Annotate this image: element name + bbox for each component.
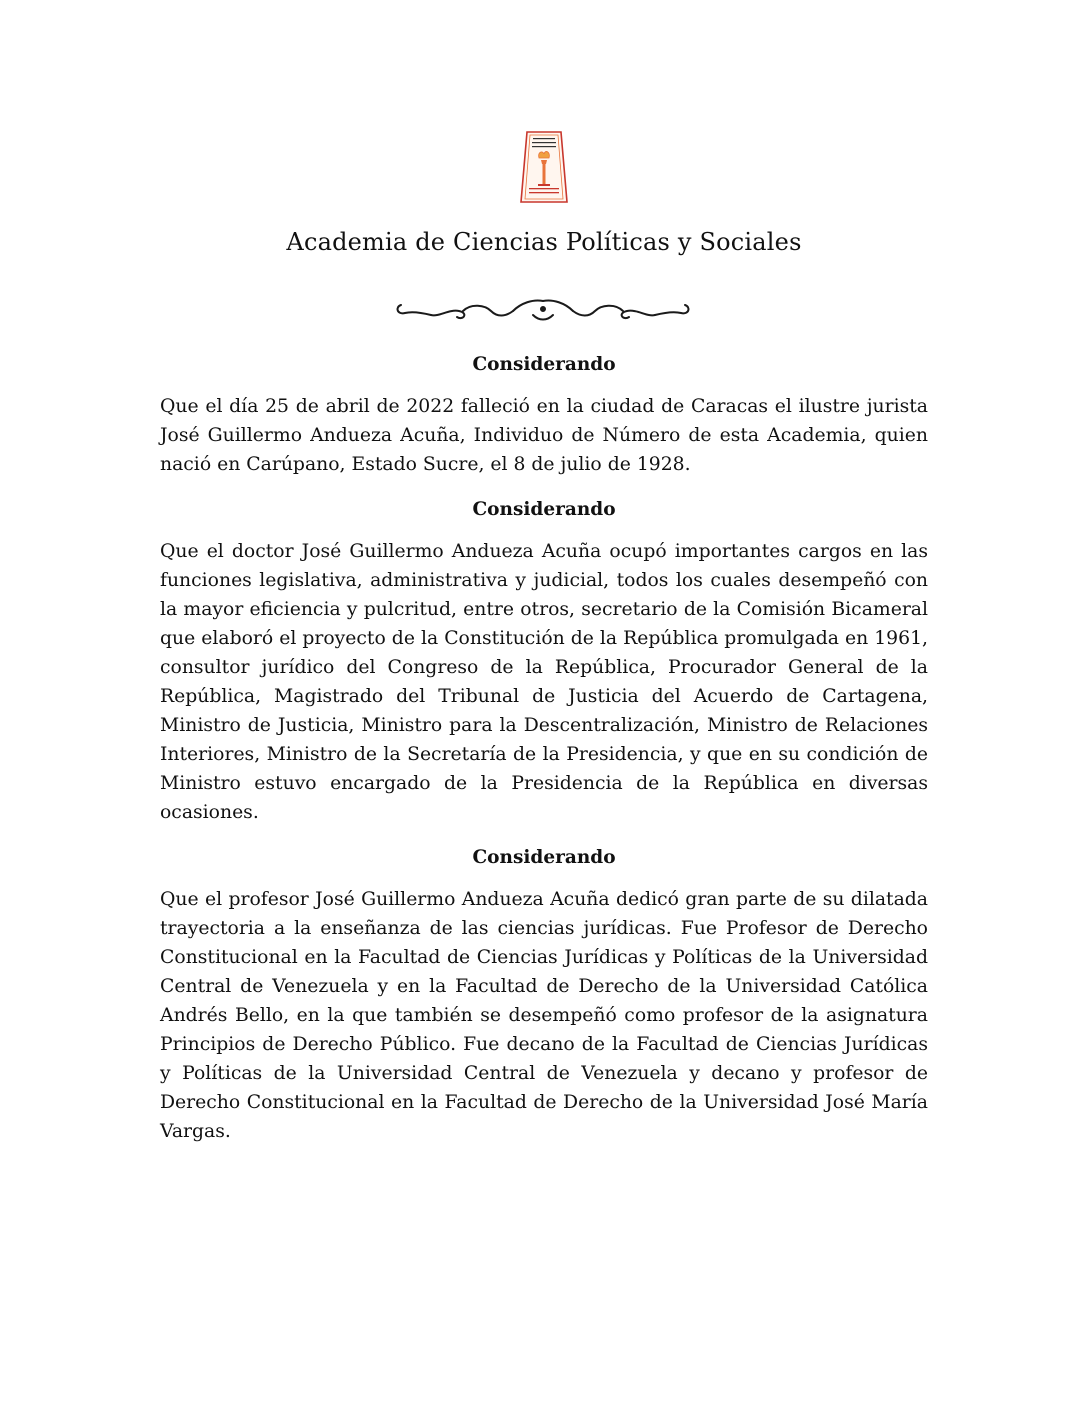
section-heading: Considerando — [472, 354, 616, 375]
section-paragraph: Que el día 25 de abril de 2022 falleció en la ciudad de Caracas el ilustre jurista José Guillermo Andueza Acuña, Individuo de Número de esta Academia, quien nació en Carúpano, Estado Sucre, el 8 de julio de 1928. — [160, 396, 928, 475]
section — [160, 843, 928, 1146]
section-heading: Considerando — [472, 499, 616, 520]
section — [160, 350, 928, 479]
organization-title: Academia de Ciencias Políticas y Sociales — [286, 228, 802, 256]
section — [160, 495, 928, 827]
section-paragraph: Que el profesor José Guillermo Andueza Acuña dedicó gran parte de su dilatada trayectoria a la enseñanza de las ciencias jurídicas. Fue Profesor de Derecho Constitucional en la Facultad de Ciencias Jurídicas y Políticas de la Universidad Central de Venezuela y en la Facultad de Derecho de la Universidad Católica Andrés Bello, en la que también se desempeñó como profesor de la asignatura Principios de Derecho Público. Fue decano de la Facultad de Ciencias Jurídicas y Políticas de la Universidad Central de Venezuela y decano y profesor de Derecho Constitucional en la Facultad de Derecho de la Universidad José María Vargas. — [160, 889, 928, 1142]
decorative-flourish-icon — [393, 295, 693, 325]
academy-crest-icon — [519, 130, 569, 204]
section-paragraph: Que el doctor José Guillermo Andueza Acuña ocupó importantes cargos en las funciones legislativa, administrativa y judicial, todos los cuales desempeñó con la mayor eficiencia y pulcritud, entre otros, secretario de la Comisión Bicameral que elaboró el proyecto de la Constitución de la República promulgada en 1961, consultor jurídico del Congreso de la República, Procurador General de la República, Magistrado del Tribunal de Justicia del Acuerdo de Cartagena, Ministro de Justicia, Ministro para la Descentralización, Ministro de Relaciones Interiores, Ministro de la Secretaría de la Presidencia, y que en su condición de Ministro estuvo encargado de la Presidencia de la República en diversas ocasiones. — [160, 541, 928, 823]
section-heading: Considerando — [472, 847, 616, 868]
document-body — [160, 350, 928, 1162]
